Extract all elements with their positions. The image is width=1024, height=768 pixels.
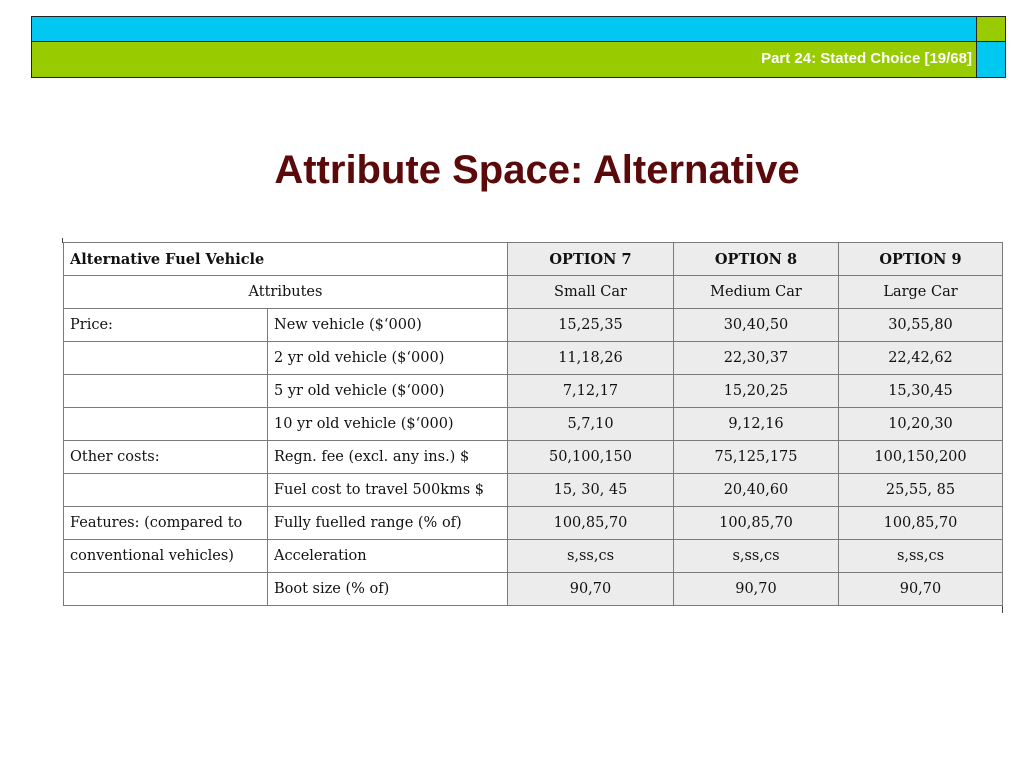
row-attribute-label: 10 yr old vehicle ($‘000) [268, 408, 508, 441]
option-9-car-size: Large Car [839, 276, 1003, 309]
slide-title: Attribute Space: Alternative [274, 148, 800, 192]
table-header-row [64, 243, 1003, 276]
option-7-value: 50,100,150 [508, 441, 674, 474]
row-group-label [64, 474, 268, 507]
option-7-header: OPTION 7 [508, 243, 674, 276]
option-8-value: 22,30,37 [674, 342, 839, 375]
row-group-label: Price: [64, 309, 268, 342]
option-7-value: 15,25,35 [508, 309, 674, 342]
option-8-header: OPTION 8 [674, 243, 839, 276]
row-group-label [64, 408, 268, 441]
option-7-value: 100,85,70 [508, 507, 674, 540]
table-row [64, 507, 1003, 540]
table-row [64, 408, 1003, 441]
row-group-label: Other costs: [64, 441, 268, 474]
table-row [64, 342, 1003, 375]
option-7-value: 15, 30, 45 [508, 474, 674, 507]
table-row [64, 573, 1003, 606]
option-7-value: 90,70 [508, 573, 674, 606]
row-attribute-label: Fuel cost to travel 500kms $ [268, 474, 508, 507]
attribute-table [63, 242, 1003, 606]
row-attribute-label: Regn. fee (excl. any ins.) $ [268, 441, 508, 474]
row-attribute-label: Fully fuelled range (% of) [268, 507, 508, 540]
option-7-value: 5,7,10 [508, 408, 674, 441]
table-header-label: Alternative Fuel Vehicle [64, 243, 508, 276]
option-9-value: 100,85,70 [839, 507, 1003, 540]
table-subheader-row [64, 276, 1003, 309]
row-group-label [64, 342, 268, 375]
table-row [64, 540, 1003, 573]
table-row [64, 474, 1003, 507]
option-8-value: 75,125,175 [674, 441, 839, 474]
option-8-car-size: Medium Car [674, 276, 839, 309]
option-9-value: 25,55, 85 [839, 474, 1003, 507]
option-9-value: 22,42,62 [839, 342, 1003, 375]
row-attribute-label: 5 yr old vehicle ($‘000) [268, 375, 508, 408]
attributes-label: Attributes [64, 276, 508, 309]
row-attribute-label: Boot size (% of) [268, 573, 508, 606]
option-9-value: 100,150,200 [839, 441, 1003, 474]
option-7-car-size: Small Car [508, 276, 674, 309]
option-9-value: 90,70 [839, 573, 1003, 606]
option-8-value: 30,40,50 [674, 309, 839, 342]
header-corner-blue [977, 42, 1006, 78]
header-corner-green [977, 16, 1006, 42]
option-8-value: 9,12,16 [674, 408, 839, 441]
option-9-header: OPTION 9 [839, 243, 1003, 276]
option-9-value: 30,55,80 [839, 309, 1003, 342]
row-attribute-label: 2 yr old vehicle ($‘000) [268, 342, 508, 375]
option-8-value: 100,85,70 [674, 507, 839, 540]
option-9-value: 10,20,30 [839, 408, 1003, 441]
option-8-value: 20,40,60 [674, 474, 839, 507]
option-9-value: 15,30,45 [839, 375, 1003, 408]
header-green-bar [31, 42, 977, 78]
table-row [64, 441, 1003, 474]
row-group-label [64, 375, 268, 408]
option-8-value: 15,20,25 [674, 375, 839, 408]
slide-number-label: Part 24: Stated Choice [19/68] [761, 50, 972, 67]
option-7-value: s,ss,cs [508, 540, 674, 573]
header-blue-bar [31, 16, 977, 42]
option-8-value: 90,70 [674, 573, 839, 606]
slide-header [31, 16, 1006, 78]
row-attribute-label: Acceleration [268, 540, 508, 573]
table-row [64, 375, 1003, 408]
option-8-value: s,ss,cs [674, 540, 839, 573]
row-group-label [64, 573, 268, 606]
table-row [64, 309, 1003, 342]
option-9-value: s,ss,cs [839, 540, 1003, 573]
row-attribute-label: New vehicle ($‘000) [268, 309, 508, 342]
row-group-label: Features: (compared to [64, 507, 268, 540]
option-7-value: 7,12,17 [508, 375, 674, 408]
option-7-value: 11,18,26 [508, 342, 674, 375]
row-group-label: conventional vehicles) [64, 540, 268, 573]
